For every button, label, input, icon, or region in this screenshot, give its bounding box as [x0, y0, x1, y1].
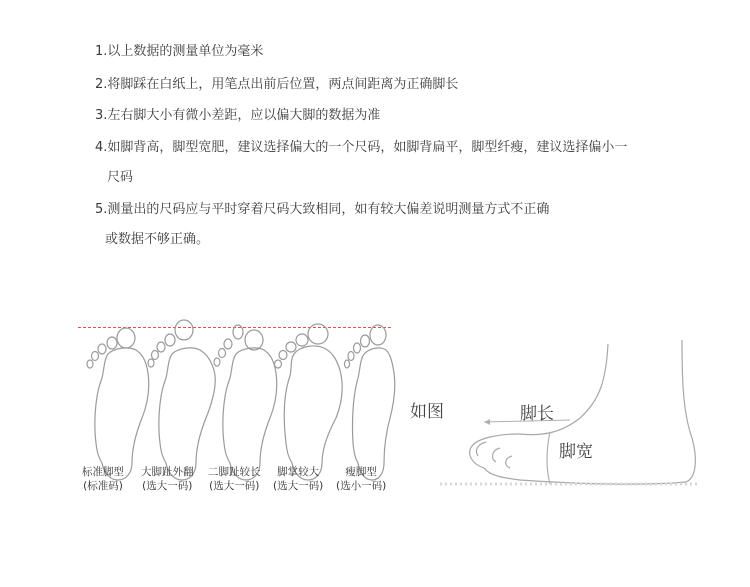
foot-type-caption-slim: [336, 465, 386, 493]
note-4: 4.如脚背高，脚型宽肥，建议选择偏大的一个尺码，如脚背扁平，脚型纤瘦，建议选择偏小一: [95, 140, 628, 155]
foot-type-name: 大脚趾外翻: [141, 466, 194, 478]
foot-type-name: 二脚趾较长: [208, 466, 261, 478]
foot-width-label: 脚宽: [559, 442, 593, 462]
foot-type-advice: (选大一码): [209, 480, 260, 492]
foot-bunion: [148, 320, 215, 480]
note-5: 5.测量出的尺码应与平时穿着尺码大致相同，如有较大偏差说明测量方式不正确: [95, 202, 550, 217]
foot-type-caption-bunion: [141, 465, 194, 493]
foot-type-caption-standard: [82, 465, 124, 493]
foot-slim: [345, 325, 395, 480]
foot-type-advice: (选小一码): [336, 480, 387, 492]
foot-length-label: 脚长: [520, 404, 554, 424]
note-2: 2.将脚踩在白纸上，用笔点出前后位置，两点间距离为正确脚长: [95, 77, 459, 92]
foot-type-caption-wide-forefoot: [273, 465, 323, 493]
foot-type-caption-long-second-toe: [208, 465, 261, 493]
note-1: 1.以上数据的测量单位为毫米: [95, 44, 264, 59]
length-arrowhead: [484, 419, 490, 425]
foot-type-name: 标准脚型: [82, 466, 124, 478]
foot-type-advice: (选大一码): [142, 480, 193, 492]
note-3: 3.左右脚大小有微小差距，应以偏大脚的数据为准: [95, 108, 381, 123]
foot-type-advice: (选大一码): [273, 480, 324, 492]
foot-long-second-toe: [214, 325, 277, 480]
foot-type-name: 脚掌较大: [277, 466, 320, 478]
note-5-continued: 或数据不够正确。: [105, 232, 210, 247]
side-view-example-label: 如图: [410, 402, 444, 422]
foot-standard: [87, 328, 149, 480]
foot-type-advice: (标准码): [83, 480, 123, 492]
foot-wide-forefoot: [275, 324, 343, 480]
foot-type-name: 瘦脚型: [345, 466, 377, 478]
note-4-continued: 尺码: [107, 170, 134, 185]
side-view-foot-illustration: [400, 330, 730, 500]
